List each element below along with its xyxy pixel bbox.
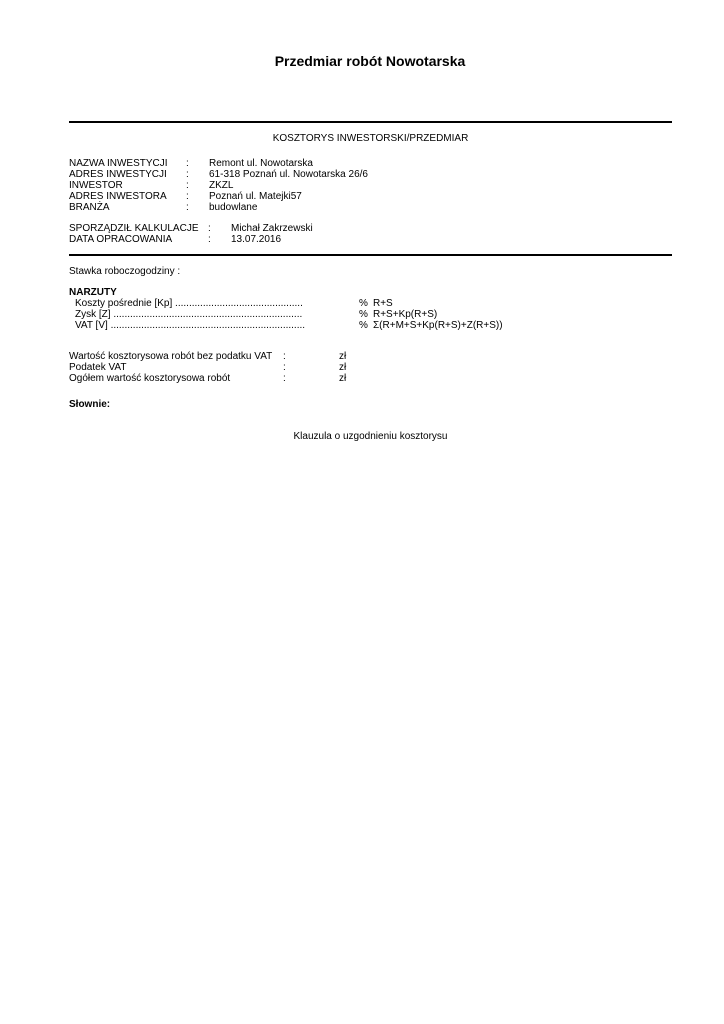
value-sep: : (283, 351, 286, 362)
value-sep: : (283, 362, 286, 373)
document-type: KOSZTORYS INWESTORSKI/PRZEDMIAR (272, 133, 469, 144)
value-unit: zł (339, 362, 347, 373)
page-title: Przedmiar robót Nowotarska (274, 53, 466, 69)
info-sep: : (186, 202, 189, 213)
info-sep: : (186, 180, 189, 191)
prepared-label-date: DATA OPRACOWANIA (69, 234, 173, 245)
value-label-total: Ogółem wartość kosztorysowa robót (69, 373, 231, 384)
info-label-investor-address: ADRES INWESTORA (69, 191, 167, 202)
info-label-branch: BRANŻA (69, 202, 110, 213)
info-value-name: Remont ul. Nowotarska (209, 158, 313, 169)
prepared-sep: : (208, 234, 211, 245)
narzut-formula-vat: Σ(R+M+S+Kp(R+S)+Z(R+S)) (373, 320, 503, 331)
prepared-sep: : (208, 223, 211, 234)
info-label-address: ADRES INWESTYCJI (69, 169, 167, 180)
prepared-value-date: 13.07.2016 (231, 234, 282, 245)
narzut-label-vat: VAT [V] ...................................................................... (75, 320, 306, 331)
info-label-name: NAZWA INWESTYCJI (69, 158, 168, 169)
info-value-address: 61-318 Poznań ul. Nowotarska 26/6 (209, 169, 368, 180)
narzut-formula-z: R+S+Kp(R+S) (373, 309, 438, 320)
info-label-investor: INWESTOR (69, 180, 123, 191)
info-value-branch: budowlane (209, 202, 258, 213)
value-label-net: Wartość kosztorysowa robót bez podatku VAT (69, 351, 273, 362)
narzut-unit: % (359, 320, 368, 331)
middle-divider (69, 254, 672, 256)
clause-text: Klauzula o uzgodnieniu kosztorysu (293, 431, 448, 442)
slownie-label: Słownie: (69, 399, 111, 410)
info-sep: : (186, 191, 189, 202)
info-sep: : (186, 158, 189, 169)
narzut-unit: % (359, 298, 368, 309)
narzut-label-z: Zysk [Z] .................................................................... (75, 309, 303, 320)
value-sep: : (283, 373, 286, 384)
rate-label: Stawka roboczogodziny : (69, 266, 181, 277)
info-value-investor: ZKZL (209, 180, 234, 191)
top-divider (69, 121, 672, 123)
narzut-formula-kp: R+S (373, 298, 393, 309)
narzuty-heading: NARZUTY (69, 287, 117, 298)
prepared-label-author: SPORZĄDZIŁ KALKULACJE (69, 223, 199, 234)
value-label-vat: Podatek VAT (69, 362, 127, 373)
prepared-value-author: Michał Zakrzewski (231, 223, 313, 234)
value-unit: zł (339, 351, 347, 362)
info-sep: : (186, 169, 189, 180)
info-value-investor-address: Poznań ul. Matejki57 (209, 191, 302, 202)
value-unit: zł (339, 373, 347, 384)
narzut-unit: % (359, 309, 368, 320)
narzut-label-kp: Koszty pośrednie [Kp] .............................................. (75, 298, 303, 309)
